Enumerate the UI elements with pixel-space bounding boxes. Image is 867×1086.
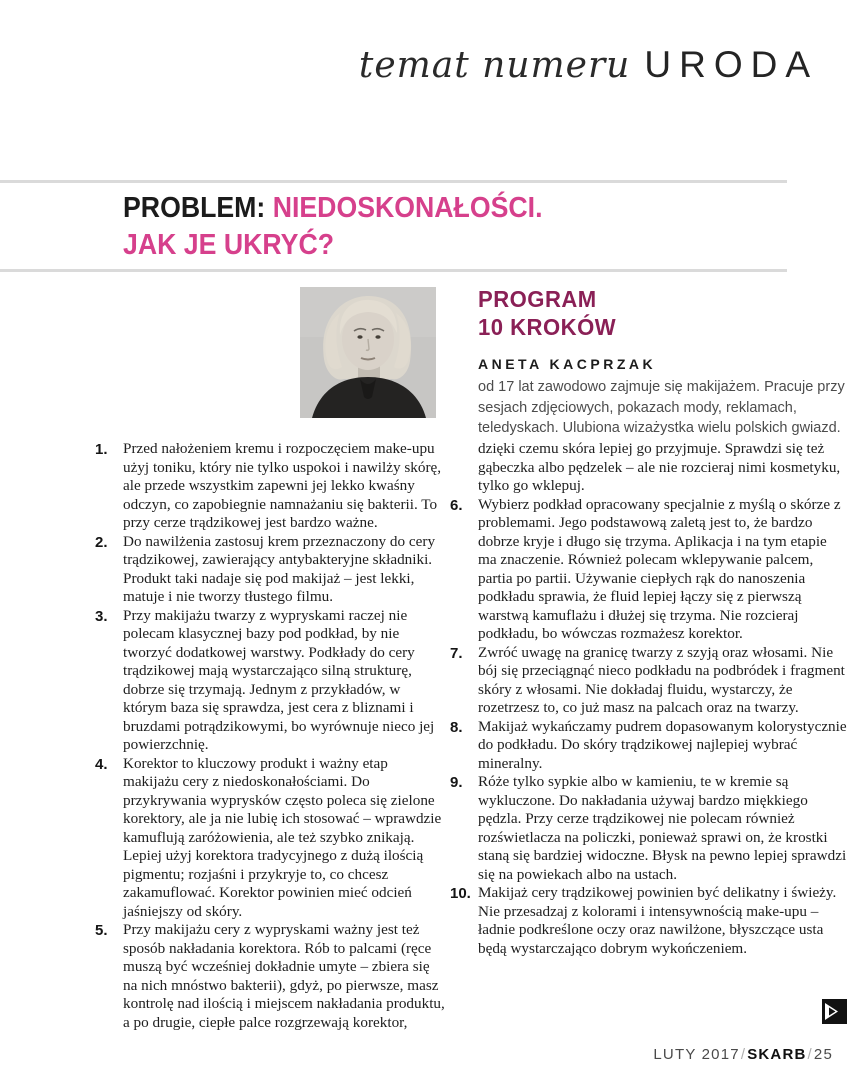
footer-brand: SKARB [747,1046,807,1063]
expert-portrait-photo [300,287,436,418]
step-item-3 [95,607,445,755]
step-number: 5. [95,922,108,939]
step-text: Makijaż cery trądzikowej powinien być delikatny i świeży. Nie przesadzaj z kolorami i intensywnością make-upu – ładnie podkreślone oczy oraz nawilżone, błyszczące usta będą wystarczająco dobrym wykończeniem. [478,884,837,957]
step-item-8 [450,718,847,774]
step-text: Do nawilżenia zastosuj krem przeznaczony do cery trądzikowej, zawierający antybakteryjne składniki. Produkt taki nadaje się pod makijaż – jest lekki, matuje i nie tworzy tłustego filmu. [123,532,436,605]
step-text: Makijaż wykańczamy pudrem dopasowanym kolorystycznie do podkładu. Do skóry trądzikowej najlepiej wybrać mineralny. [478,717,847,772]
step-text: Przy makijażu cery z wypryskami ważny jest też sposób nakładania korektora. Rób to palcami (ręce muszą być wcześniej dokładnie umyte – zbiera się na nich mnóstwo bakterii), gdyż, po pierwsze, masz kontrolę nad ilością i miejscem nakładania produktu, a po drugie, ciepłe palce rozgrzewają korektor, [123,921,445,1031]
step-item-2 [95,533,445,607]
footer-separator: / [807,1046,813,1063]
expert-name: ANETA KACPRZAK [478,356,657,372]
step-number: 2. [95,533,108,551]
program-block [478,285,867,439]
step-text: Przy makijażu twarzy z wypryskami raczej nie polecam klasycznej bazy pod podkład, by nie tworzyć dodatkowej warstwy. Podkłady do cery trądzikowej mają wystarczająco silną strukturę, dobrze się trzymają. Jednym z przykładów, w którym baza się sprawdza, jest cera z bliznami i bruzdami potrądzikowymi, bo wyrównuje nieco jej powierzchnię. [123,606,435,753]
program-title-line2: 10 KROKÓW [478,314,617,340]
divider-top [0,180,787,183]
step-number: 7. [450,644,463,662]
step-item-9 [450,773,847,884]
footer-separator: / [740,1046,747,1063]
page-title [123,190,767,264]
step-text: Wybierz podkład opracowany specjalnie z myślą o skórze z problemami. Jego podstawową zaletą jest to, że bardzo dobrze kryje i długo się trzyma. Aplikacja i na tym etapie ma znaczenie. Również polecam wklepywanie palcem, partia po partii. Używanie ciepłych rąk do nanoszenia podkładu sprawia, że fluid lepiej łączy się z pierwszą warstwą kamuflażu i dłużej się trzyma. Nie rozcieraj podkładu, bo wówczas rozmażesz korektor. [478,495,841,642]
page-title-line2: JAK JE UKRYĆ? [123,229,335,261]
expert-bio: od 17 lat zawodowo zajmuje się makijażem. Pracuje przy sesjach zdjęciowych, pokazach mody, reklamach, teledyskach. Ulubiona wizażystka wielu polskich gwiazd. [478,379,845,437]
step-number: 6. [450,496,463,514]
page-title-line1 [123,190,767,227]
title-highlight: NIEDOSKONAŁOŚCI. [272,192,543,224]
step-item-4 [95,755,445,922]
title-prefix: PROBLEM: [123,192,273,224]
divider-bottom [0,269,787,272]
step-text: Przed nałożeniem kremu i rozpoczęciem make-upu użyj toniku, który nie tylko uspokoi i nawilży skórę, ale przede wszystkim zapewni jej lekko kwaśny odczyn, co zapobiegnie namnażaniu się bakterii. To przy cerze trądzikowej jest bardzo ważne. [123,440,442,531]
step-number: 10. [450,885,471,902]
step-item-6 [450,496,847,644]
step-number: 3. [95,607,108,625]
portrait-illustration [300,287,436,418]
steps-column-left [95,440,445,1032]
program-title-line1: PROGRAM [478,286,597,312]
step-number: 8. [450,718,463,736]
next-page-arrow-icon [822,999,847,1024]
footer-page-number: 25 [813,1046,833,1063]
section-kicker [358,44,818,86]
step-text: Korektor to kluczowy produkt i ważny etap makijażu cery z niedoskonałościami. Do przykrywania wyprysków często poleca się zielone korektory, ale ja nie lubię ich stosować – wprawdzie kamuflują zaróżowienia, ale też szybko znikają. Lepiej użyj korektora tradycyjnego z dużą ilością pigmentu; rozjaśni i przykryje to, co chcesz zakamuflować. Korektor powinien mieć odcień jaśniejszy od skóry. [123,754,442,920]
steps-column-right [450,440,847,958]
step-text: Róże tylko sypkie albo w kamieniu, te w kremie są wykluczone. Do nakładania używaj bardzo miękkiego pędzla. Przy cerze trądzikowej nie polecam również rozświetlacza na policzki, ponieważ sprawi on, że krostki staną się bardziej widoczne. Błysk na pewno lepiej sprawdzi się na powiekach albo na ustach. [478,773,847,883]
program-title [478,285,852,341]
step-5-continuation-text: dzięki czemu skóra lepiej go przyjmuje. Sprawdzi się też gąbeczka albo pędzelek – ale nie rozcieraj nimi kosmetyku, tylko go wklepuj. [478,440,841,494]
page-footer [653,1046,833,1063]
kicker-caps-text: URODA [644,44,818,85]
step-number: 1. [95,441,108,458]
step-item-1 [95,440,445,533]
kicker-italic-text: temat numeru [358,45,631,86]
step-number: 4. [95,755,108,773]
step-item-10 [450,884,847,958]
step-text: Zwróć uwagę na granicę twarzy z szyją oraz włosami. Nie bój się przeciągnąć nieco podkładu na podbródek i fragment skóry z włosami. Nie dokładaj fluidu, wystarczy, że rozetrzesz to, co już masz na palcach oraz na twarzy. [478,643,845,716]
arrow-right-icon [822,999,847,1024]
step-item-5 [95,921,445,1032]
step-number: 9. [450,774,463,791]
step-item-7 [450,644,847,718]
footer-issue: LUTY 2017 [653,1046,740,1063]
